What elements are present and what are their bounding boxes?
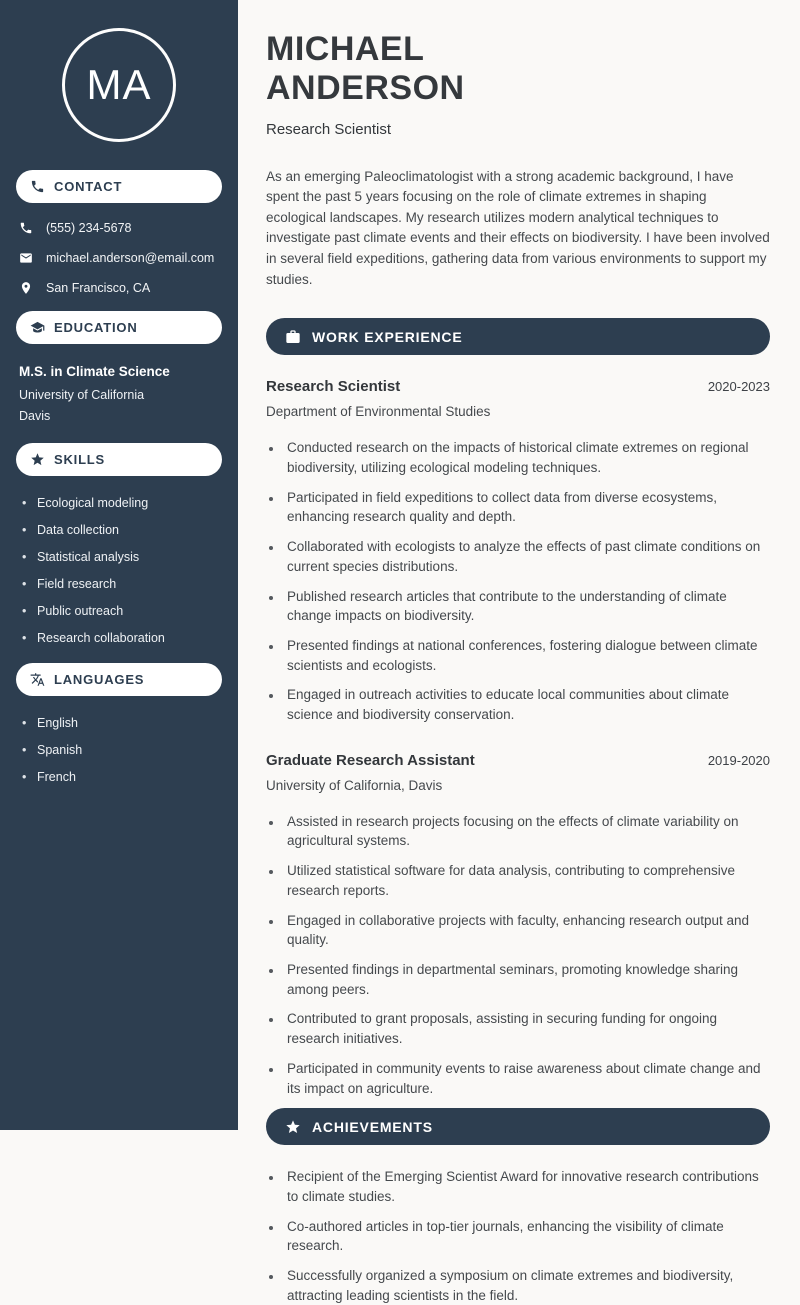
achievements-section-title: ACHIEVEMENTS: [312, 1118, 433, 1135]
job-bullet: • Presented findings in departmental seminars, promoting knowledge sharing among peers.: [283, 960, 770, 999]
job-organization: University of California, Davis: [266, 777, 443, 793]
translate-icon: [30, 672, 45, 687]
job-bullet: • Presented findings at national conferences, fostering dialogue between climate scientists and ecologists.: [283, 636, 770, 675]
achievement-item: • Recipient of the Emerging Scientist Award for innovative research contributions to climate studies.: [283, 1167, 770, 1206]
job-title: Research Scientist: [266, 378, 401, 396]
job-bullet-list: [266, 438, 770, 724]
education-school: University of California: [19, 388, 145, 402]
location-pin-icon: [19, 281, 33, 295]
language-item: • English: [22, 716, 222, 730]
contact-list: [16, 221, 222, 295]
main-content: [238, 0, 800, 1303]
avatar: [62, 28, 176, 142]
email-icon: [19, 251, 33, 265]
skills-list: [16, 494, 222, 645]
candidate-first-name: MICHAEL: [266, 30, 425, 68]
language-item: • Spanish: [22, 743, 222, 757]
job-title: Graduate Research Assistant: [266, 751, 475, 769]
language-item: • French: [22, 770, 222, 784]
job-bullet: • Engaged in collaborative projects with faculty, enhancing research output and quality.: [283, 911, 770, 950]
job-entry: [266, 378, 770, 724]
achievements-section-header: [266, 1108, 770, 1145]
education-degree: M.S. in Climate Science: [19, 364, 170, 379]
avatar-initials: MA: [86, 61, 152, 108]
contact-section-title: CONTACT: [54, 179, 123, 194]
contact-section-header: [16, 170, 222, 203]
contact-item-location: [19, 281, 222, 295]
languages-section-title: LANGUAGES: [54, 672, 145, 687]
skill-item: • Research collaboration: [22, 631, 222, 645]
job-organization: Department of Environmental Studies: [266, 404, 491, 420]
summary-paragraph: As an emerging Paleoclimatologist with a strong academic background, I have spent the past 5 years focusing on the role of climate extremes in shaping ecological landscapes. My research utilizes modern analytical techniques to investigate past climate events and their effects on biodiversity. I have been involved in several field expeditions, gathering data from various environments to support my studies.: [266, 168, 770, 287]
contact-phone-value: (555) 234-5678: [46, 221, 132, 235]
work-experience-section-header: [266, 318, 770, 355]
job-bullet: • Utilized statistical software for data analysis, contributing to comprehensive research reports.: [283, 861, 770, 900]
languages-section-header: [16, 663, 222, 696]
job-bullet: • Contributed to grant proposals, assisting in securing funding for ongoing research initiatives.: [283, 1009, 770, 1048]
skills-section-title: SKILLS: [54, 452, 106, 467]
job-bullet: • Engaged in outreach activities to educate local communities about climate science and biodiversity conservation.: [283, 685, 770, 724]
job-header: [266, 752, 770, 769]
education-section-header: [16, 311, 222, 344]
achievement-item: • Successfully organized a symposium on climate extremes and biodiversity, attracting leading scientists in the field.: [283, 1266, 770, 1305]
job-bullet: • Conducted research on the impacts of historical climate extremes on regional biodiversity, utilizing ecological modeling techniques.: [283, 438, 770, 477]
star-icon: [285, 1119, 301, 1135]
skill-item: • Public outreach: [22, 604, 222, 618]
graduation-cap-icon: [30, 320, 45, 335]
briefcase-icon: [285, 329, 301, 345]
contact-location-value: San Francisco, CA: [46, 281, 151, 295]
skill-item: • Ecological modeling: [22, 496, 222, 510]
phone-icon: [19, 221, 33, 235]
education-section-title: EDUCATION: [54, 320, 138, 335]
contact-item-email: [19, 251, 222, 265]
skill-item: • Statistical analysis: [22, 550, 222, 564]
candidate-job-title: Research Scientist: [266, 120, 392, 138]
star-icon: [30, 452, 45, 467]
job-bullet: • Assisted in research projects focusing on the effects of climate variability on agricultural systems.: [283, 812, 770, 851]
languages-list: [16, 714, 222, 784]
candidate-last-name: ANDERSON: [266, 68, 465, 107]
contact-email-value: michael.anderson@email.com: [46, 251, 215, 265]
work-experience-section-title: WORK EXPERIENCE: [312, 328, 463, 345]
skill-item: • Data collection: [22, 523, 222, 537]
skills-section-header: [16, 443, 222, 476]
phone-icon: [30, 179, 45, 194]
contact-item-phone: [19, 221, 222, 235]
skill-item: • Field research: [22, 577, 222, 591]
job-dates: 2020-2023: [707, 379, 770, 395]
candidate-name: [266, 30, 770, 108]
sidebar: [0, 0, 238, 1130]
job-bullet: • Participated in field expeditions to collect data from diverse ecosystems, enhancing research quality and depth.: [283, 488, 770, 527]
job-dates: 2019-2020: [707, 752, 770, 768]
education-entry: [16, 362, 222, 423]
achievement-item: • Co-authored articles in top-tier journals, enhancing the visibility of climate research.: [283, 1217, 770, 1256]
job-bullet: • Collaborated with ecologists to analyze the effects of past climate conditions on current species distributions.: [283, 537, 770, 576]
job-bullet-list: [266, 812, 770, 1098]
job-header: [266, 378, 770, 395]
achievements-list: [266, 1167, 770, 1305]
job-entry: [266, 752, 770, 1098]
job-bullet: • Participated in community events to raise awareness about climate change and its impact on agriculture.: [283, 1059, 770, 1098]
education-school-city: Davis: [19, 409, 51, 423]
job-bullet: • Published research articles that contribute to the understanding of climate change impacts on biodiversity.: [283, 587, 770, 626]
